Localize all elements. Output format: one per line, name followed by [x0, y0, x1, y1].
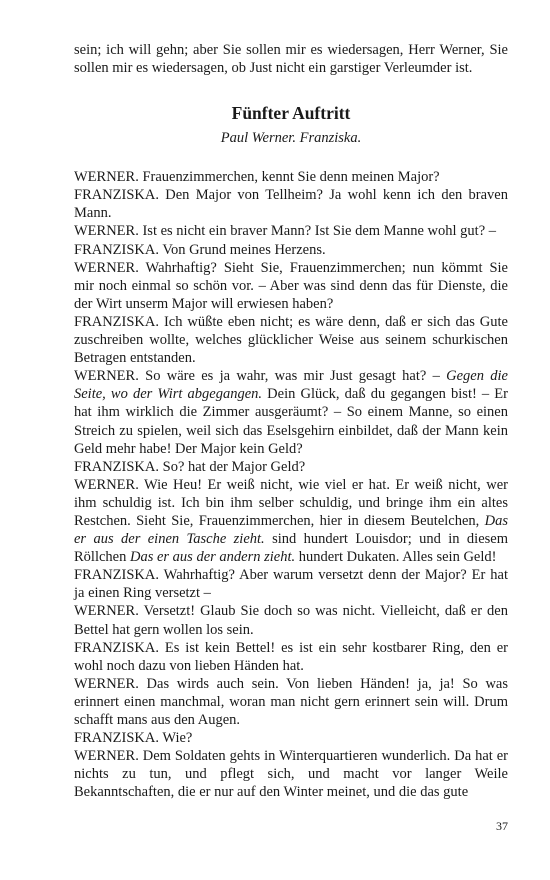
intro-paragraph: sein; ich will gehn; aber Sie sollen mir es wiedersagen, Herr Werner, Sie sollen mir es wiedersagen, ob Just nicht ein garstiger Verleumder ist.: [74, 42, 508, 77]
dialogue-line: [74, 168, 508, 186]
speech: Von Grund meines Herzens.: [159, 241, 326, 258]
dialogue: [74, 168, 508, 801]
dialogue-line: [74, 367, 508, 457]
speaker: WERNER.: [74, 368, 139, 385]
speaker: WERNER.: [74, 259, 139, 276]
speech: Ist es nicht ein braver Mann? Ist Sie dem Manne wohl gut? –: [138, 223, 497, 240]
speaker: FRANZISKA.: [74, 313, 159, 330]
page-number: 37: [496, 819, 508, 833]
speaker: FRANZISKA.: [74, 241, 159, 258]
dialogue-line: [74, 675, 508, 729]
dialogue-line: [74, 222, 508, 240]
dialogue-line: [74, 186, 508, 222]
speech: sind hundert Louisdor; und in diesem Röllchen: [74, 531, 508, 566]
speech: Das wirds auch sein. Von lieben Händen! ja, ja! So was erinnert einen manchmal, woran man nicht gern erinnert sein will. Drum schafft mans aus den Augen.: [74, 675, 508, 728]
scene-persons: Paul Werner. Franziska.: [220, 130, 362, 147]
speech: Dein Glück, daß du gegangen bist! – Er hat ihm wirklich die Zimmer ausgeräumt? – So einem Manne, so einen Streich zu spielen, weil sich das Eselsgehirn einbildet, daß der Mann kein Geld mehr habe! Der Major kein Geld?: [74, 386, 508, 457]
stage-direction: Das er aus der andern zieht.: [129, 549, 296, 566]
speech: Ich wüßte eben nicht; es wäre denn, daß er sich das Gute zuschreiben wollte, welches glücklicher Weise aus seinem schurkischen Betragen entstanden.: [74, 313, 508, 367]
scene-title: Fünfter Auftritt: [231, 103, 351, 124]
speaker: WERNER.: [74, 223, 139, 240]
speech: Dem Soldaten gehts in Winterquartieren wunderlich. Da hat er nichts zu tun, und pflegt sich, und macht vor langer Weile Bekanntschaften, die er nur auf den Winter meinet, und die das gute: [74, 748, 508, 801]
dialogue-line: [74, 747, 508, 801]
dialogue-line: [74, 602, 508, 638]
dialogue-line: [74, 566, 508, 602]
speaker: WERNER.: [74, 169, 139, 186]
speaker: WERNER.: [74, 476, 139, 493]
speaker: FRANZISKA.: [74, 567, 159, 584]
dialogue-line: [74, 639, 508, 675]
speech: Es ist kein Bettel! es ist ein sehr kostbarer Ring, den er wohl noch dazu von lieben Händen hat.: [74, 639, 508, 674]
stage-direction: Gegen die Seite, wo der Wirt abgegangen.: [74, 368, 508, 403]
speaker: WERNER.: [74, 603, 139, 620]
dialogue-line: [74, 458, 508, 476]
speaker: WERNER.: [74, 675, 139, 692]
speech: So wäre es ja wahr, was mir Just gesagt hat? –: [138, 368, 447, 385]
dialogue-line: [74, 259, 508, 313]
speaker: FRANZISKA.: [74, 730, 159, 747]
speaker: FRANZISKA.: [74, 639, 159, 656]
speaker: FRANZISKA.: [74, 458, 159, 475]
speech: Versetzt! Glaub Sie doch so was nicht. Vielleicht, daß er den Bettel hat gern wollen los sein.: [74, 603, 508, 638]
dialogue-line: [74, 729, 508, 747]
speech: Frauenzimmerchen, kennt Sie denn meinen Major?: [138, 169, 440, 186]
dialogue-line: [74, 241, 508, 259]
speaker: WERNER.: [74, 748, 139, 765]
speaker: FRANZISKA.: [74, 187, 159, 204]
speech: Wie Heu! Er weiß nicht, wie viel er hat. Er weiß nicht, wer ihm schuldig ist. Ich bin ihm selber schuldig, und bringe ihm ein altes Restchen. Sieht Sie, Frauenzimmerchen, hier in diesem Beutelchen,: [74, 476, 508, 529]
speech: Wie?: [159, 730, 193, 747]
book-page: [74, 41, 508, 801]
speech: Wahrhaftig? Aber warum versetzt denn der Major? Er hat ja einen Ring versetzt –: [74, 567, 508, 602]
speech: Wahrhaftig? Sieht Sie, Frauenzimmerchen; nun kömmt Sie mir noch einmal so schön vor. – Aber was sind denn das für Dienste, die der Wirt unserm Major will erwiesen haben?: [74, 259, 508, 312]
dialogue-line: [74, 313, 508, 367]
speech: Den Major von Tellheim? Ja wohl kenn ich den braven Mann.: [74, 187, 508, 222]
speech: hundert Dukaten. Alles sein Geld!: [295, 549, 497, 566]
speech: So? hat der Major Geld?: [159, 458, 306, 475]
stage-direction: Das er aus der einen Tasche zieht.: [74, 512, 508, 548]
dialogue-line: [74, 476, 508, 566]
